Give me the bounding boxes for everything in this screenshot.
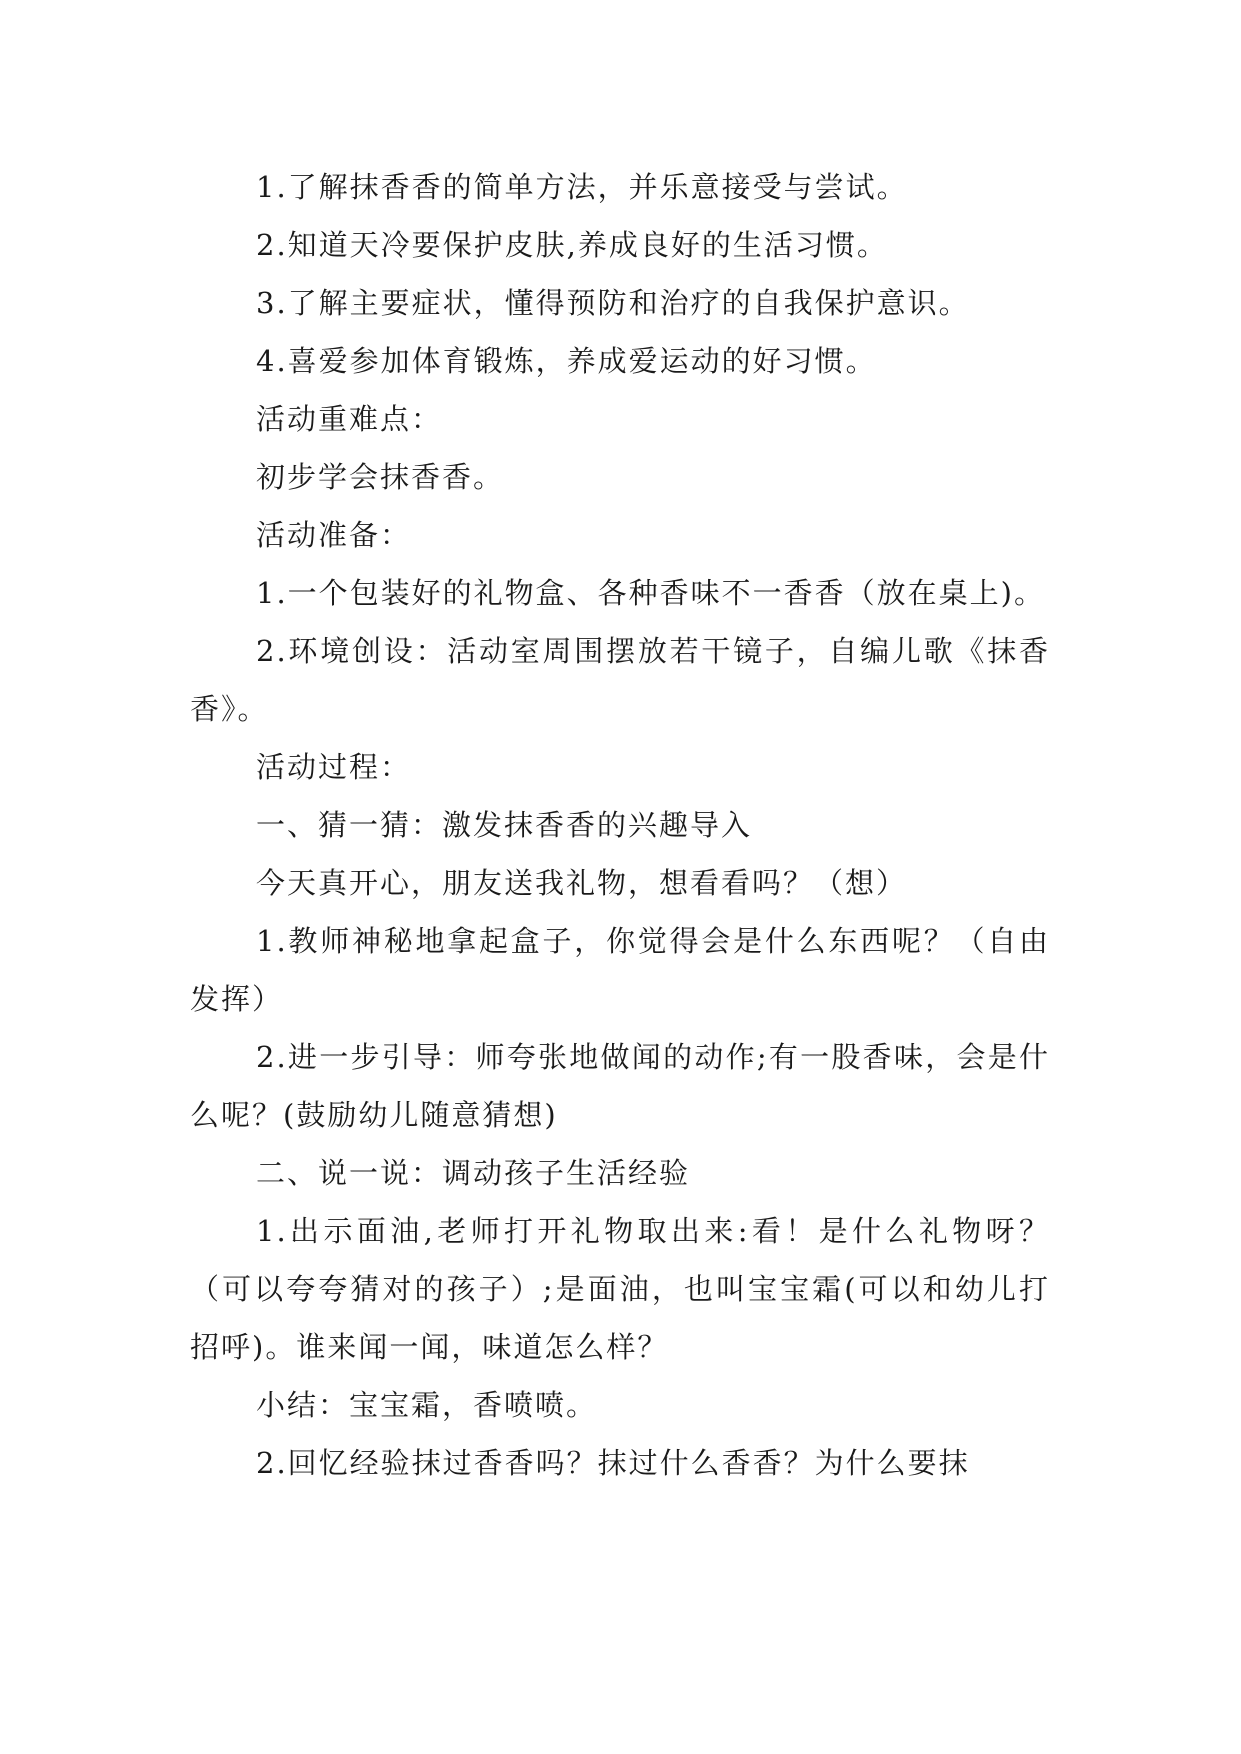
objective-4: 4.喜爱参加体育锻炼，养成爱运动的好习惯。 [256, 344, 877, 378]
section-2-summary: 小结：宝宝霜，香喷喷。 [256, 1388, 598, 1422]
objective-2: 2.知道天冷要保护皮肤,养成良好的生活习惯。 [256, 228, 888, 262]
preparation-2: 2.环境创设：活动室周围摆放若干镜子，自编儿歌《抹香香》。 [190, 634, 1050, 726]
section-2-title: 二、说一说：调动孩子生活经验 [256, 1156, 691, 1190]
key-points-text: 初步学会抹香香。 [256, 460, 505, 494]
document-page [190, 158, 1050, 1492]
section-1-step-2: 2.进一步引导：师夸张地做闻的动作;有一股香味，会是什么呢？(鼓励幼儿随意猜想) [190, 1040, 1050, 1132]
section-1-intro: 今天真开心，朋友送我礼物，想看看吗？（想） [256, 866, 908, 900]
section-2-step-1: 1.出示面油,老师打开礼物取出来:看！是什么礼物呀？（可以夸夸猜对的孩子）;是面油，也叫宝宝霜(可以和幼儿打招呼)。谁来闻一闻，味道怎么样？ [190, 1214, 1050, 1364]
objective-3: 3.了解主要症状，懂得预防和治疗的自我保护意识。 [256, 286, 970, 320]
preparation-1: 1.一个包装好的礼物盒、各种香味不一香香（放在桌上)。 [256, 576, 1045, 610]
objective-1: 1.了解抹香香的简单方法，并乐意接受与尝试。 [256, 170, 908, 204]
section-1-title: 一、猜一猜：激发抹香香的兴趣导入 [256, 808, 753, 842]
section-2-step-2: 2.回忆经验抹过香香吗？抹过什么香香？为什么要抹 [256, 1446, 970, 1480]
heading-key-points: 活动重难点： [256, 402, 443, 436]
heading-preparation: 活动准备： [256, 518, 412, 552]
section-1-step-1: 1.教师神秘地拿起盒子，你觉得会是什么东西呢？（自由发挥） [190, 924, 1050, 1016]
heading-process: 活动过程： [256, 750, 412, 784]
